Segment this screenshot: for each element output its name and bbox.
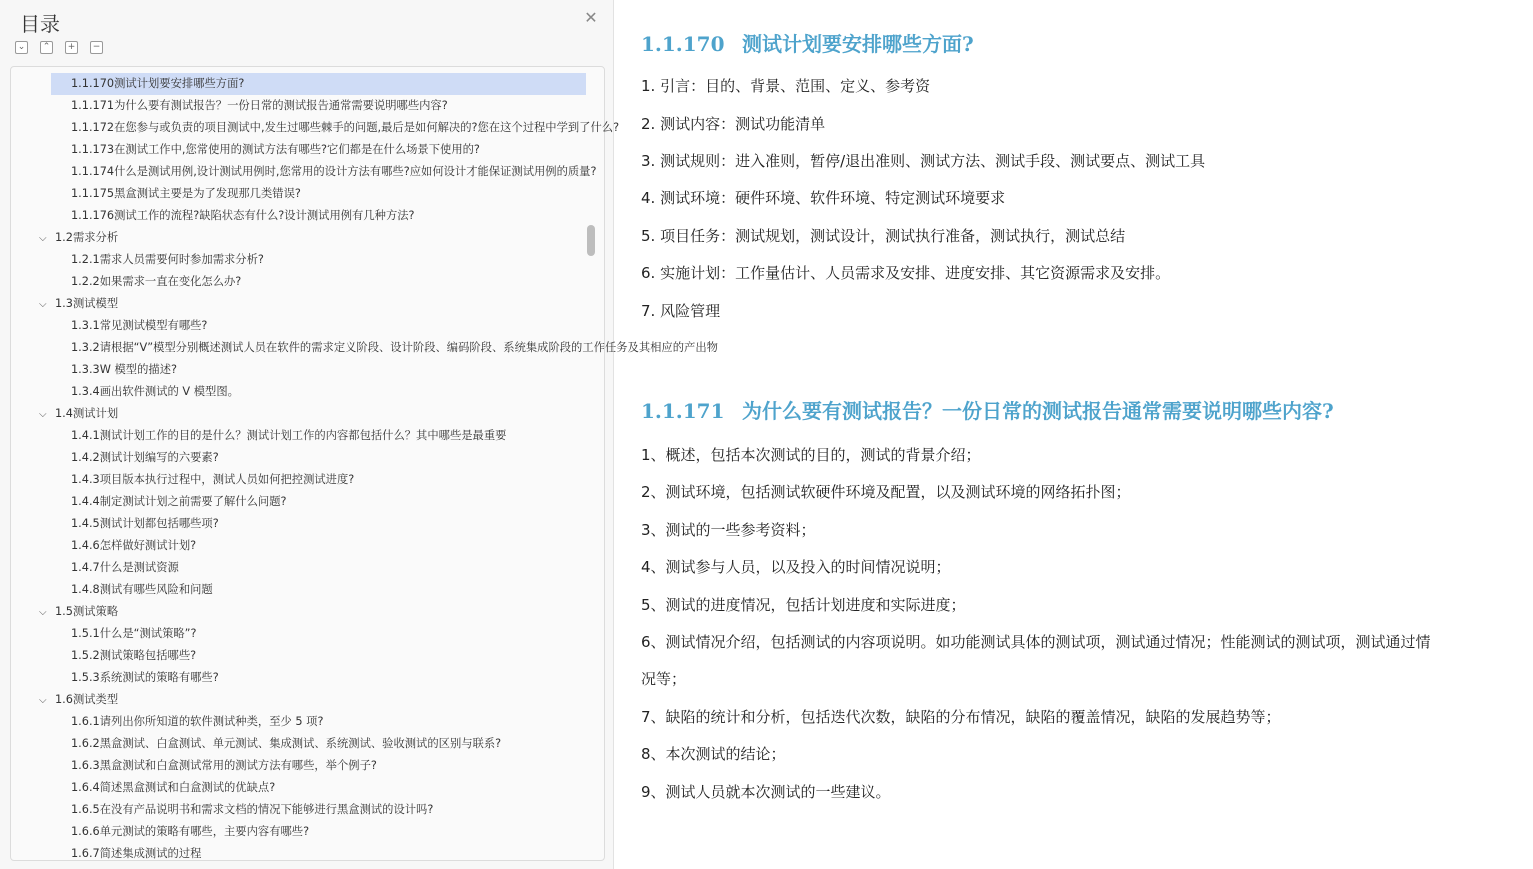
document-content xyxy=(615,0,1533,869)
toc-item[interactable] xyxy=(11,425,586,447)
toc-item[interactable] xyxy=(11,271,586,293)
toc-item[interactable] xyxy=(11,117,620,139)
toc-item-label: 1.4.5测试计划都包括哪些项? xyxy=(71,517,219,530)
toc-item[interactable] xyxy=(11,469,586,491)
toc-item[interactable] xyxy=(51,73,586,95)
toc-item-label: 1.4.3项目版本执行过程中，测试人员如何把控测试进度? xyxy=(71,473,355,486)
toc-item[interactable] xyxy=(11,579,586,601)
toc-item[interactable] xyxy=(11,557,586,579)
toc-item-label: 1.4.2测试计划编写的六要素? xyxy=(71,451,219,464)
toc-item[interactable] xyxy=(11,315,586,337)
toc-item-label: 1.5测试策略 xyxy=(55,605,119,618)
toc-item-label: 1.4.4制定测试计划之前需要了解什么问题? xyxy=(71,495,287,508)
close-icon[interactable]: ✕ xyxy=(584,8,598,27)
section-title: 测试计划要安排哪些方面? xyxy=(742,32,974,56)
toc-item[interactable] xyxy=(11,205,586,227)
toc-item-label: 1.1.171为什么要有测试报告？一份日常的测试报告通常需要说明哪些内容? xyxy=(71,99,448,112)
toc-item[interactable] xyxy=(11,755,586,777)
toc-item-label: 1.2.1需求人员需要何时参加需求分析? xyxy=(71,253,264,266)
toc-item[interactable] xyxy=(11,139,586,161)
section-number: 1.1.170 xyxy=(641,32,725,56)
list-item: 6. 实施计划：工作量估计、人员需求及安排、进度安排、其它资源需求及安排。 xyxy=(641,264,1171,282)
toc-section-item[interactable] xyxy=(11,293,604,315)
toc-item[interactable] xyxy=(11,447,586,469)
toc-toolbar xyxy=(15,41,103,54)
list-item: 7. 风险管理 xyxy=(641,302,721,320)
toc-item-label: 1.5.3系统测试的策略有哪些? xyxy=(71,671,219,684)
expand-all-icon[interactable]: ⌄ xyxy=(15,41,28,54)
toc-item[interactable] xyxy=(11,381,586,403)
toc-item[interactable] xyxy=(11,249,586,271)
toc-item[interactable] xyxy=(11,183,586,205)
list-item: 1. 引言：目的、背景、范围、定义、参考资 xyxy=(641,77,931,95)
section-number: 1.1.171 xyxy=(641,399,725,423)
toc-item-label: 1.1.175黑盒测试主要是为了发现那几类错误? xyxy=(71,187,301,200)
toc-item-label: 1.3.3W 模型的描述? xyxy=(71,363,177,376)
toc-item[interactable] xyxy=(11,359,586,381)
toc-item-label: 1.4.7什么是测试资源 xyxy=(71,561,179,574)
toc-item-label: 1.5.1什么是“测试策略”? xyxy=(71,627,197,640)
toc-item-label: 1.6.3黑盒测试和白盒测试常用的测试方法有哪些，举个例子? xyxy=(71,759,377,772)
toc-item[interactable] xyxy=(11,711,586,733)
chevron-down-icon[interactable]: ⌵ xyxy=(39,695,47,706)
toc-item[interactable] xyxy=(11,513,586,535)
toc-item[interactable] xyxy=(11,645,586,667)
toc-item[interactable] xyxy=(11,777,586,799)
toc-item-label: 1.1.176测试工作的流程?缺陷状态有什么?设计测试用例有几种方法? xyxy=(71,209,415,222)
toc-item-label: 1.4.1测试计划工作的目的是什么？测试计划工作的内容都包括什么？其中哪些是最重要 xyxy=(71,429,507,442)
list-item: 8、本次测试的结论； xyxy=(641,745,786,763)
toc-section-item[interactable] xyxy=(11,227,604,249)
toc-item-label: 1.1.170测试计划要安排哪些方面? xyxy=(71,77,245,90)
section-heading xyxy=(641,395,1334,424)
list-item: 3. 测试规则：进入准则，暂停/退出准则、测试方法、测试手段、测试要点、测试工具 xyxy=(641,152,1206,170)
sidebar-title: 目录 xyxy=(20,12,60,36)
toc-item-label: 1.5.2测试策略包括哪些? xyxy=(71,649,197,662)
toc-item-label: 1.6测试类型 xyxy=(55,693,119,706)
expand-level-icon[interactable]: + xyxy=(65,41,78,54)
toc-item[interactable] xyxy=(11,821,586,843)
list-item: 6、测试情况介绍，包括测试的内容项说明。如功能测试具体的测试项，测试通过情况；性能测试的测试项，测试通过情 xyxy=(641,633,1431,651)
section-title: 为什么要有测试报告？一份日常的测试报告通常需要说明哪些内容? xyxy=(742,399,1334,423)
toc-item[interactable] xyxy=(11,843,586,865)
list-item: 1、概述，包括本次测试的目的，测试的背景介绍； xyxy=(641,446,981,464)
toc-item-label: 1.3.1常见测试模型有哪些? xyxy=(71,319,208,332)
toc-item-label: 1.1.173在测试工作中,您常使用的测试方法有哪些?它们都是在什么场景下使用的? xyxy=(71,143,480,156)
list-item: 9、测试人员就本次测试的一些建议。 xyxy=(641,783,891,801)
toc-item-label: 1.2需求分析 xyxy=(55,231,119,244)
toc-item[interactable] xyxy=(11,733,586,755)
toc-item-label: 1.4.8测试有哪些风险和问题 xyxy=(71,583,213,596)
list-item: 4. 测试环境：硬件环境、软件环境、特定测试环境要求 xyxy=(641,189,1006,207)
toc-item-label: 1.3.2请根据“V”模型分别概述测试人员在软件的需求定义阶段、设计阶段、编码阶段、系统集成阶段的工作任务及其相应的产出物 xyxy=(71,341,718,354)
section-heading xyxy=(641,28,974,57)
toc-item-label: 1.4.6怎样做好测试计划? xyxy=(71,539,197,552)
list-item: 4、测试参与人员，以及投入的时间情况说明； xyxy=(641,558,951,576)
toc-item-label: 1.6.1请列出你所知道的软件测试种类，至少 5 项? xyxy=(71,715,324,728)
list-item: 2、测试环境，包括测试软硬件环境及配置，以及测试环境的网络拓扑图； xyxy=(641,483,1131,501)
toc-item[interactable] xyxy=(11,535,586,557)
list-item: 5、测试的进度情况，包括计划进度和实际进度； xyxy=(641,596,966,614)
toc-scrollbar-thumb[interactable] xyxy=(587,225,595,256)
list-item: 5. 项目任务：测试规划，测试设计，测试执行准备，测试执行，测试总结 xyxy=(641,227,1126,245)
toc-section-item[interactable] xyxy=(11,689,604,711)
list-item: 7、缺陷的统计和分析，包括迭代次数，缺陷的分布情况，缺陷的覆盖情况，缺陷的发展趋势等； xyxy=(641,708,1281,726)
toc-item-label: 1.6.4简述黑盒测试和白盒测试的优缺点? xyxy=(71,781,276,794)
list-item: 况等； xyxy=(641,670,687,688)
toc-item[interactable] xyxy=(11,799,586,821)
list-item: 2. 测试内容：测试功能清单 xyxy=(641,115,826,133)
toc-item-label: 1.3测试模型 xyxy=(55,297,119,310)
toc-item-label: 1.4测试计划 xyxy=(55,407,119,420)
chevron-down-icon[interactable]: ⌵ xyxy=(39,607,47,618)
toc-section-item[interactable] xyxy=(11,601,604,623)
toc-item[interactable] xyxy=(11,161,597,183)
toc-item[interactable] xyxy=(11,667,586,689)
toc-item[interactable] xyxy=(11,337,718,359)
toc-item[interactable] xyxy=(11,623,586,645)
collapse-all-icon[interactable]: ⌃ xyxy=(40,41,53,54)
toc-item-label: 1.1.172在您参与或负责的项目测试中,发生过哪些棘手的问题,最后是如何解决的?您在这个过程中学到了什么? xyxy=(71,121,620,134)
chevron-down-icon[interactable]: ⌵ xyxy=(39,409,47,420)
collapse-level-icon[interactable]: − xyxy=(90,41,103,54)
toc-item-label: 1.6.5在没有产品说明书和需求文档的情况下能够进行黑盒测试的设计吗? xyxy=(71,803,434,816)
toc-item[interactable] xyxy=(11,491,586,513)
toc-item-label: 1.6.2黑盒测试、白盒测试、单元测试、集成测试、系统测试、验收测试的区别与联系? xyxy=(71,737,502,750)
toc-section-item[interactable] xyxy=(11,403,604,425)
toc-item-label: 1.6.7简述集成测试的过程 xyxy=(71,847,202,860)
toc-item-label: 1.6.6单元测试的策略有哪些，主要内容有哪些? xyxy=(71,825,310,838)
toc-item-label: 1.3.4画出软件测试的 V 模型图。 xyxy=(71,385,239,398)
toc-item[interactable] xyxy=(11,95,586,117)
toc-item-label: 1.1.174什么是测试用例,设计测试用例时,您常用的设计方法有哪些?应如何设计才能保证测试用例的质量? xyxy=(71,165,597,178)
list-item: 3、测试的一些参考资料； xyxy=(641,521,816,539)
toc-item-label: 1.2.2如果需求一直在变化怎么办? xyxy=(71,275,242,288)
chevron-down-icon[interactable]: ⌵ xyxy=(39,233,47,244)
chevron-down-icon[interactable]: ⌵ xyxy=(39,299,47,310)
